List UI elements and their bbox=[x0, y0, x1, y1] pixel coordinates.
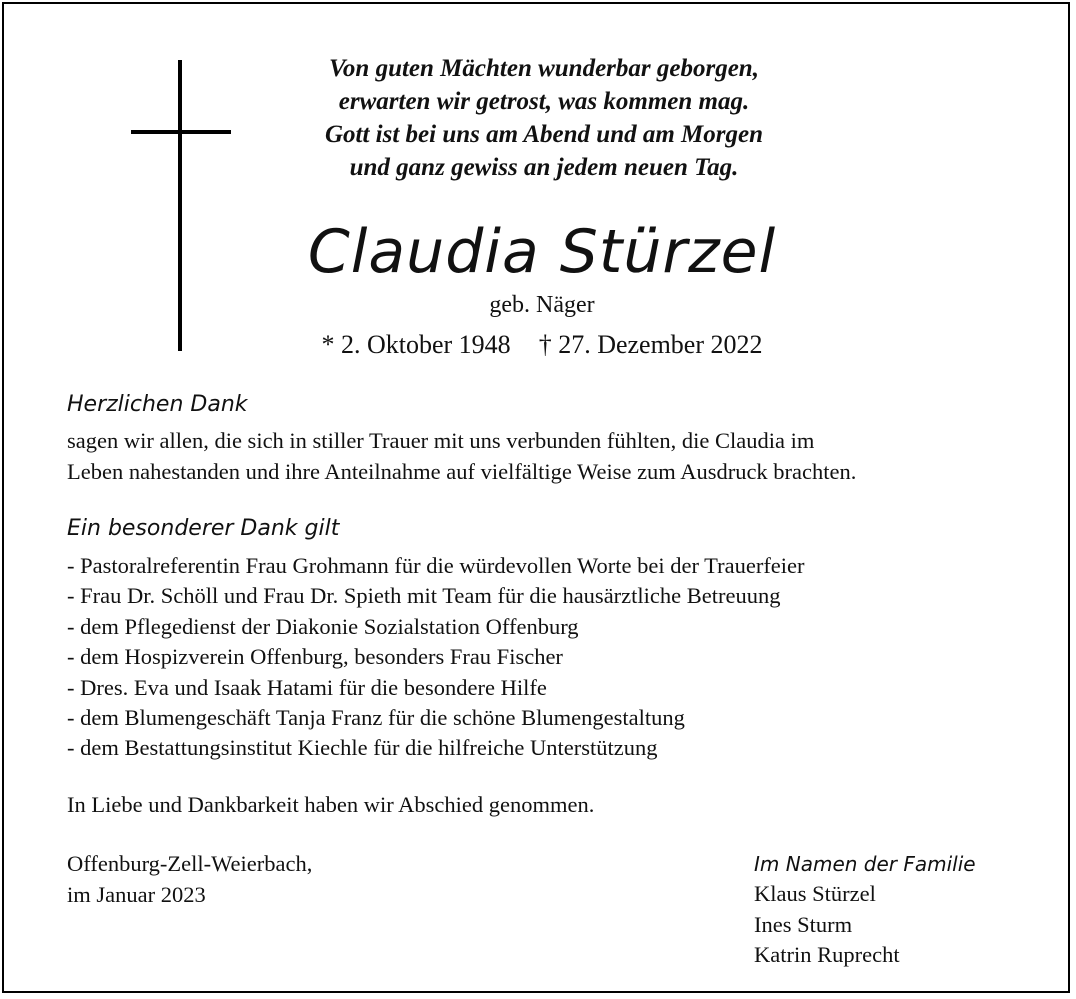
birth-name: geb. Näger bbox=[489, 292, 595, 318]
cross-icon bbox=[178, 60, 182, 351]
special-thanks-heading: Ein besonderer Dank gilt bbox=[67, 516, 340, 541]
list-item: - Dres. Eva und Isaak Hatami für die besondere Hilfe bbox=[67, 674, 547, 700]
thanks-line: sagen wir allen, die sich in stiller Trauer mit uns verbunden fühlten, die Claudia im bbox=[67, 428, 815, 453]
poem-line: Gott ist bei uns am Abend und am Morgen bbox=[324, 121, 764, 148]
list-item: - dem Blumengeschäft Tanja Franz für die schöne Blumengestaltung bbox=[67, 705, 685, 731]
poem-line: erwarten wir getrost, was kommen mag. bbox=[338, 88, 750, 115]
cross-icon-bar bbox=[131, 130, 231, 134]
list-item: - dem Hospizverein Offenburg, besonders Frau Fischer bbox=[67, 644, 563, 670]
deceased-name: Claudia Stürzel bbox=[307, 217, 777, 287]
birth-date: * 2. Oktober 1948 bbox=[321, 330, 511, 359]
family-title: Im Namen der Familie bbox=[754, 852, 976, 876]
list-item: - dem Pflegedienst der Diakonie Sozialstation Offenburg bbox=[67, 613, 579, 639]
poem-line: Von guten Mächten wunderbar geborgen, bbox=[329, 55, 759, 82]
life-dates bbox=[240, 328, 844, 362]
list-item: - Frau Dr. Schöll und Frau Dr. Spieth mit Team für die hausärztliche Betreuung bbox=[67, 583, 781, 609]
thanks-line: Leben nahestanden und ihre Anteilnahme auf vielfältige Weise zum Ausdruck brachten. bbox=[67, 459, 857, 484]
list-item: - Pastoralreferentin Frau Grohmann für die würdevollen Worte bei der Trauerfeier bbox=[67, 553, 805, 578]
special-thanks-list bbox=[67, 551, 1047, 764]
poem-line: und ganz gewiss an jedem neuen Tag. bbox=[349, 154, 739, 181]
thanks-heading: Herzlichen Dank bbox=[67, 392, 248, 417]
family-members bbox=[754, 879, 1054, 971]
family-member: Katrin Ruprecht bbox=[754, 942, 900, 967]
death-date: † 27. Dezember 2022 bbox=[538, 330, 763, 359]
family-member: Ines Sturm bbox=[754, 911, 853, 937]
list-item: - dem Bestattungsinstitut Kiechle für die hilfreiche Unterstützung bbox=[67, 735, 658, 761]
family-member: Klaus Stürzel bbox=[754, 881, 876, 906]
closing-text: In Liebe und Dankbarkeit haben wir Abschied genommen. bbox=[67, 792, 595, 817]
obituary-notice bbox=[2, 2, 1070, 993]
place-date-text: im Januar 2023 bbox=[67, 882, 206, 907]
place-location: Offenburg-Zell-Weierbach, bbox=[67, 851, 313, 876]
place-date bbox=[67, 848, 312, 910]
poem bbox=[244, 52, 844, 184]
family-signature bbox=[754, 849, 1054, 971]
thanks-text bbox=[67, 425, 1057, 487]
